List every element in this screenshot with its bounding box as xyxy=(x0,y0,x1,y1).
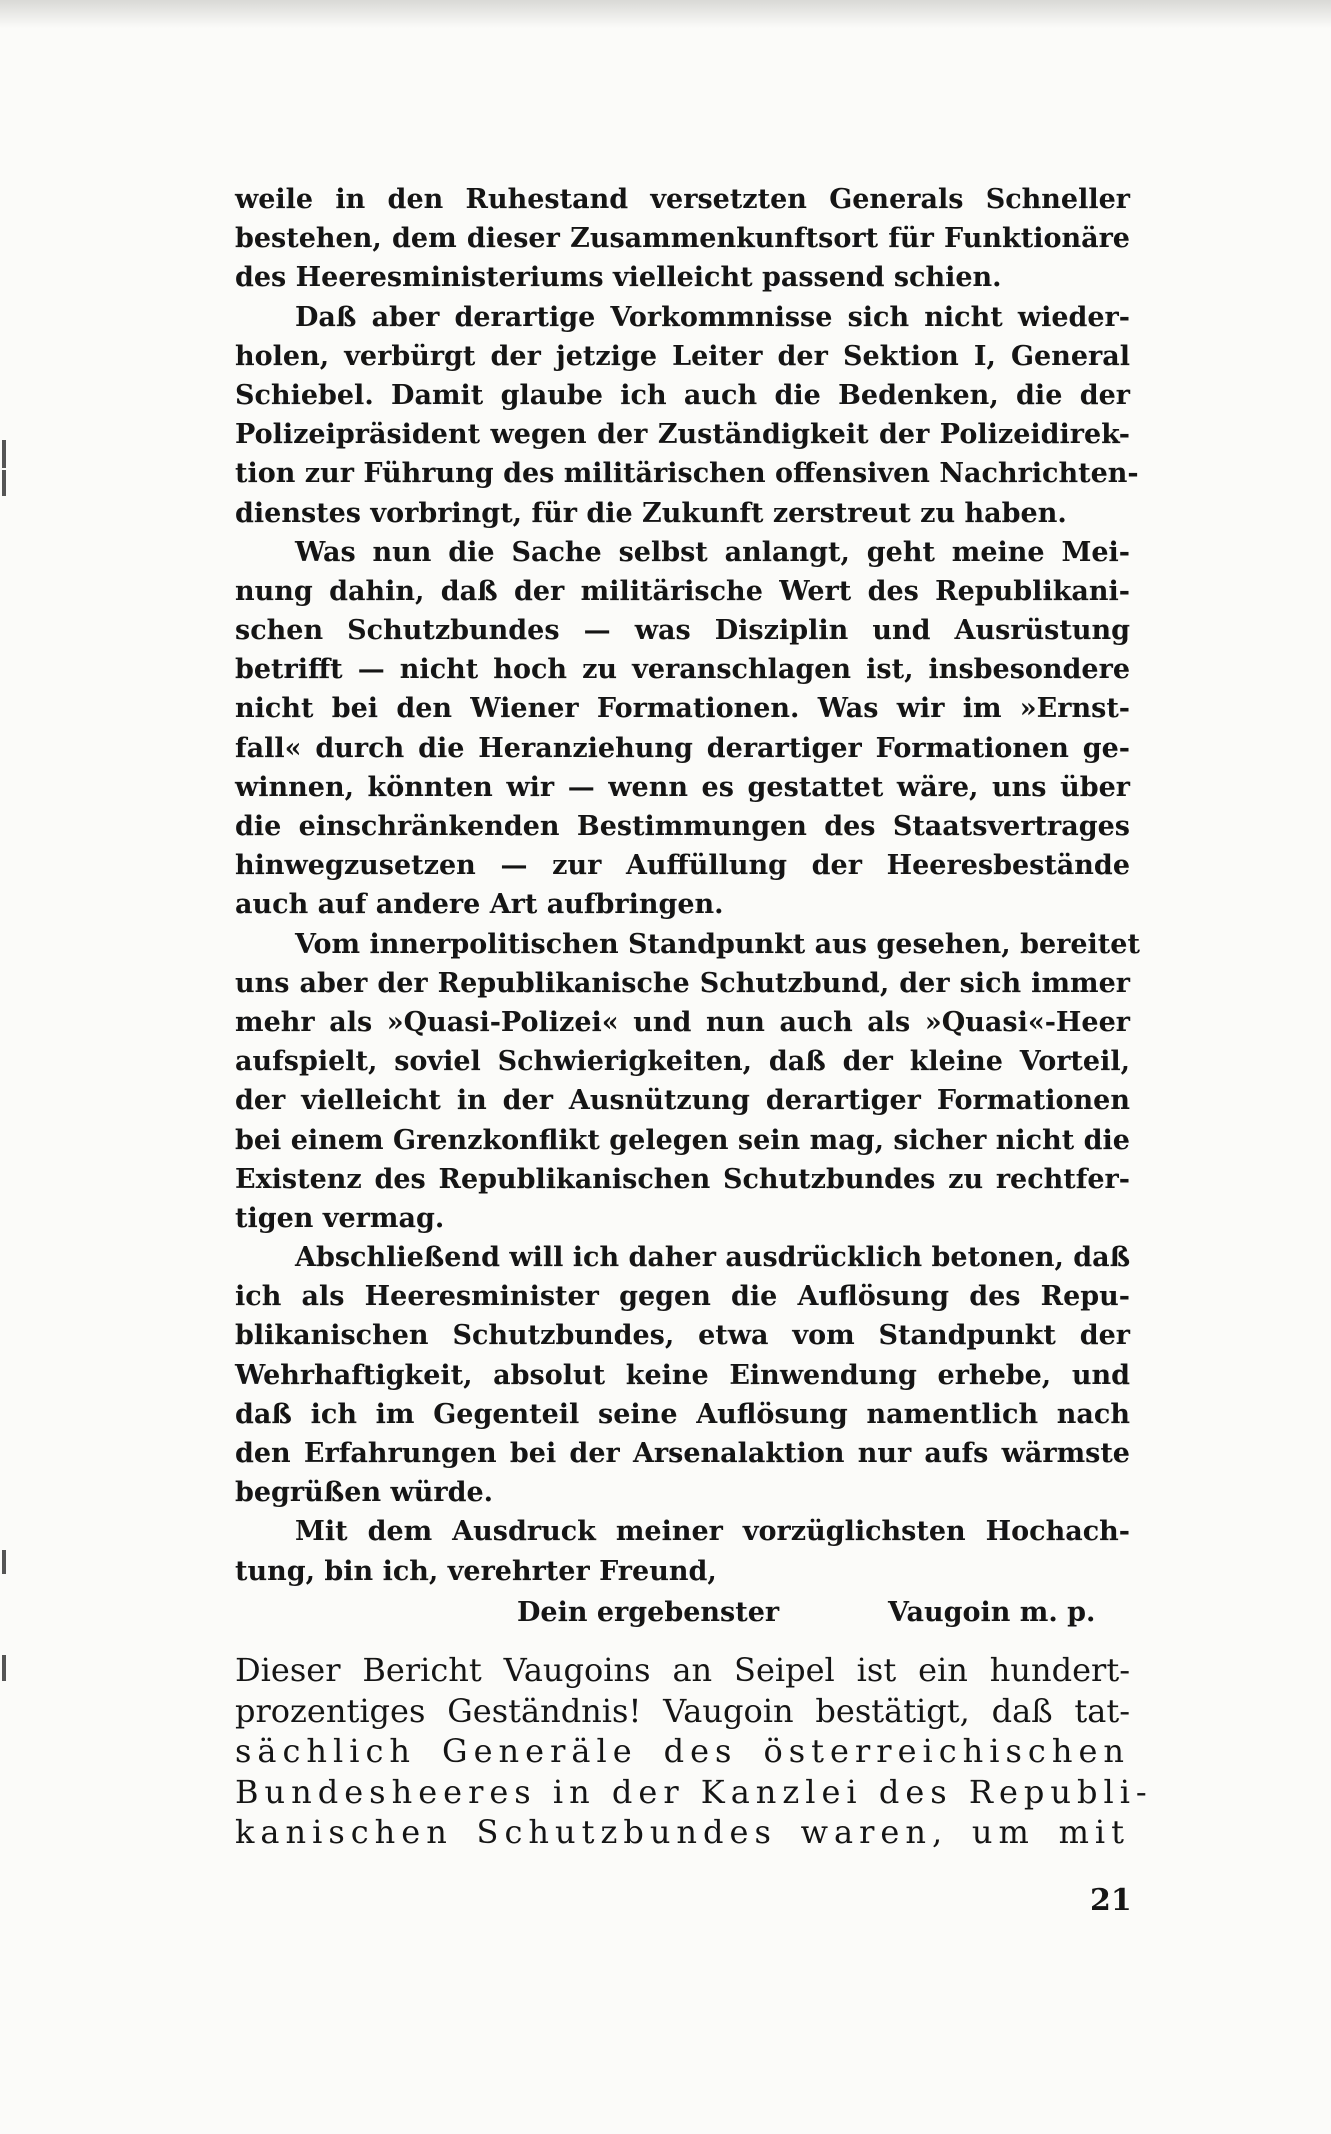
letter-line: den Erfahrungen bei der Arsenalaktion nur aufs wärmste xyxy=(235,1438,1130,1469)
letter-line: winnen, könnten wir — wenn es gestattet wäre, uns über xyxy=(235,771,1130,803)
scan-margin-mark xyxy=(2,440,6,468)
letter-line: Vom innerpolitischen Standpunkt aus gesehen, bereitet xyxy=(295,928,1140,960)
letter-line: tigen vermag. xyxy=(235,1202,445,1234)
letter-line: nicht bei den Wiener Formationen. Was wir im »Ernst- xyxy=(235,693,1130,725)
page-number: 21 xyxy=(1090,1883,1132,1918)
letter-line: schen Schutzbundes — was Disziplin und Ausrüstung xyxy=(235,615,1130,647)
scan-top-edge xyxy=(0,0,1331,28)
letter-line: des Heeresministeriums vielleicht passend schien. xyxy=(235,262,1002,294)
letter-line: daß ich im Gegenteil seine Auflösung namentlich nach xyxy=(235,1398,1130,1430)
scan-margin-mark xyxy=(2,1655,6,1681)
letter-line: blikanischen Schutzbundes, etwa vom Standpunkt der xyxy=(235,1320,1130,1352)
letter-line: mehr als »Quasi-Polizei« und nun auch als »Quasi«-Heer xyxy=(235,1006,1130,1038)
letter-line: Polizeipräsident wegen der Zuständigkeit der Polizeidirek- xyxy=(235,419,1130,451)
letter-line: ich als Heeresminister gegen die Auflösung des Repu- xyxy=(235,1281,1130,1313)
commentary-text xyxy=(235,1650,1153,1853)
letter-text xyxy=(235,180,1140,1635)
scan-margin-mark xyxy=(2,1550,6,1574)
letter-line: Mit dem Ausdruck meiner vorzüglichsten Hochach- xyxy=(295,1516,1130,1548)
letter-line: begrüßen würde. xyxy=(235,1477,494,1509)
letter-line: bei einem Grenzkonflikt gelegen sein mag, sicher nicht die xyxy=(235,1124,1130,1156)
letter-line: hinwegzusetzen — zur Auffüllung der Heeresbestände xyxy=(235,850,1130,882)
commentary-line: Bundesheeres in der Kanzlei des Republi- xyxy=(235,1772,1153,1811)
signature-closing: Dein ergebenster xyxy=(517,1596,780,1628)
letter-line: auch auf andere Art aufbringen. xyxy=(235,889,724,921)
letter-line: Daß aber derartige Vorkommnisse sich nicht wieder- xyxy=(295,301,1130,333)
commentary-line: kanischen Schutzbundes waren, um mit xyxy=(235,1813,1130,1851)
commentary-line: sächlich Generäle des österreichischen xyxy=(235,1732,1130,1770)
letter-signature xyxy=(235,1591,1130,1635)
letter-line: betrifft — nicht hoch zu veranschlagen ist, insbesondere xyxy=(235,654,1130,686)
letter-line: Wehrhaftigkeit, absolut keine Einwendung erhebe, und xyxy=(235,1359,1130,1391)
letter-line: bestehen, dem dieser Zusammenkunftsort für Funktionäre xyxy=(235,223,1130,255)
letter-line: nung dahin, daß der militärische Wert des Republikani- xyxy=(235,575,1130,607)
letter-line: Existenz des Republikanischen Schutzbundes zu rechtfer- xyxy=(235,1163,1130,1195)
scan-margin-mark xyxy=(2,470,6,496)
letter-line: der vielleicht in der Ausnützung derartiger Formationen xyxy=(235,1085,1130,1117)
letter-line: aufspielt, soviel Schwierigkeiten, daß der kleine Vorteil, xyxy=(235,1046,1130,1078)
letter-line: tung, bin ich, verehrter Freund, xyxy=(235,1555,717,1587)
commentary-line: prozentiges Geständnis! Vaugoin bestätigt, daß tat- xyxy=(235,1691,1130,1730)
letter-line: dienstes vorbringt, für die Zukunft zerstreut zu haben. xyxy=(235,497,1067,529)
letter-line: uns aber der Republikanische Schutzbund, der sich immer xyxy=(235,967,1130,999)
letter-line: holen, verbürgt der jetzige Leiter der Sektion I, General xyxy=(235,340,1130,372)
letter-line: fall« durch die Heranziehung derartiger Formationen ge- xyxy=(235,732,1130,764)
letter-line: weile in den Ruhestand versetzten Generals Schneller xyxy=(235,184,1130,215)
commentary-line: Dieser Bericht Vaugoins an Seipel ist ein hundert- xyxy=(235,1651,1130,1689)
letter-line: Was nun die Sache selbst anlangt, geht meine Mei- xyxy=(295,536,1130,568)
letter-line: die einschränkenden Bestimmungen des Staatsvertrages xyxy=(235,811,1130,842)
signature-name: Vaugoin m. p. xyxy=(888,1596,1096,1628)
letter-line: tion zur Führung des militärischen offensiven Nachrichten- xyxy=(235,458,1139,490)
letter-line: Abschließend will ich daher ausdrücklich betonen, daß xyxy=(295,1242,1131,1274)
letter-line: Schiebel. Damit glaube ich auch die Bedenken, die der xyxy=(235,379,1130,411)
